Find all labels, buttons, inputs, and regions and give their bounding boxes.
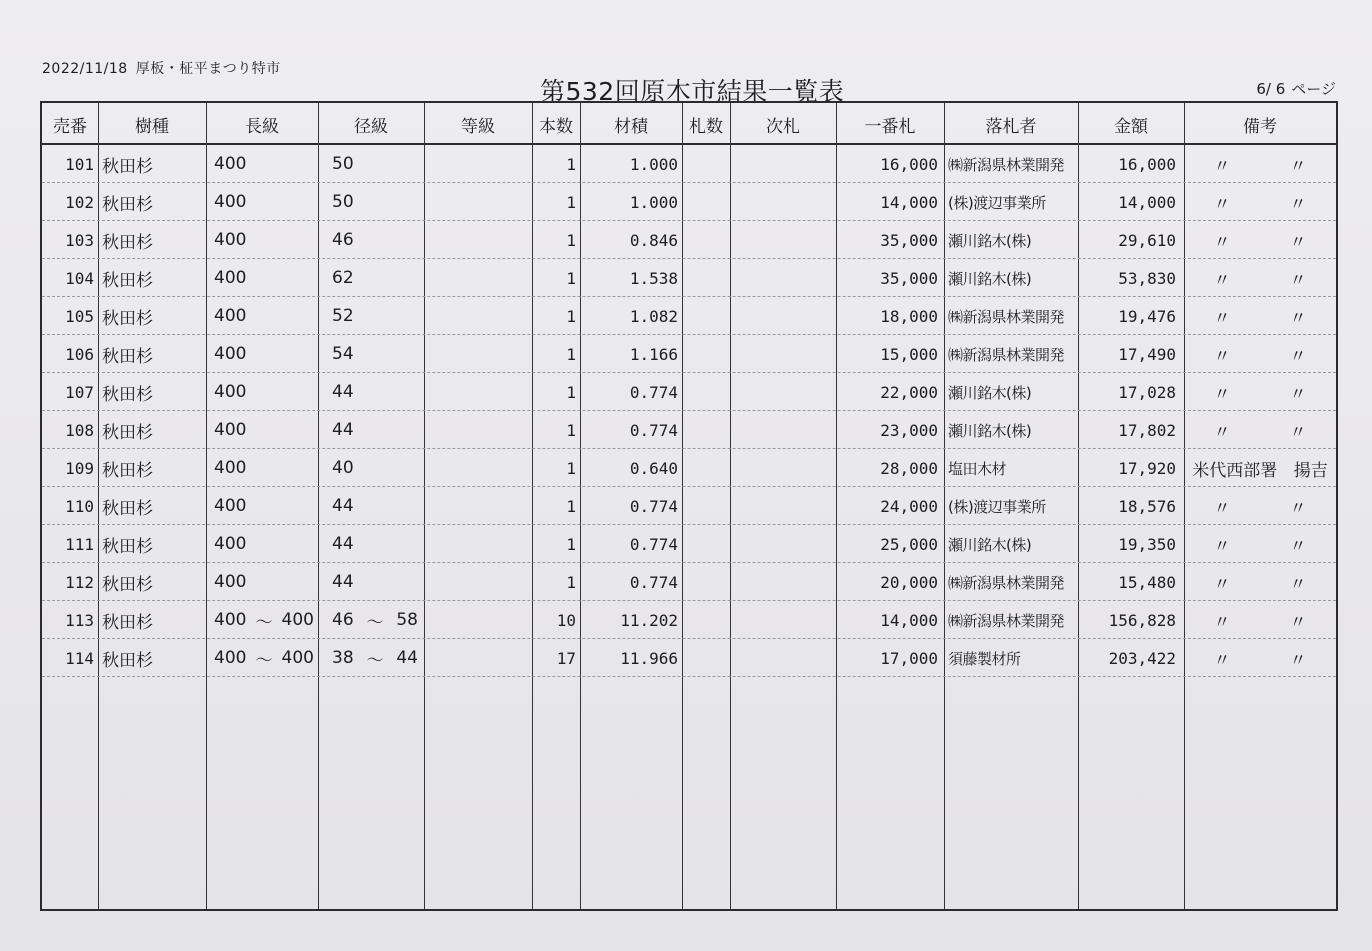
cell-rakusatsusha: 須藤製材所 <box>948 649 1021 668</box>
cell-uriban: 103 <box>65 230 94 250</box>
cell-biko <box>1184 563 1336 601</box>
cell-ichibansatsu: 28,000 <box>880 458 938 478</box>
table-row <box>42 259 1336 297</box>
cell-uriban: 106 <box>65 344 94 364</box>
diameter-min: 44 <box>332 382 354 402</box>
cell-zaiseki: 1.000 <box>629 192 678 212</box>
cell-honsu: 17 <box>556 648 576 668</box>
note-b: 〃 <box>1289 422 1307 443</box>
col-header-keikyu: 径級 <box>354 116 388 137</box>
cell-honsu: 1 <box>566 268 576 288</box>
cell-ichibansatsu: 23,000 <box>880 420 938 440</box>
cell-keikyu <box>332 259 418 297</box>
cell-biko <box>1184 411 1336 449</box>
cell-kingaku: 18,576 <box>1118 496 1176 516</box>
col-header-zaiseki: 材積 <box>614 116 648 137</box>
col-header-chokyu: 長級 <box>245 116 279 137</box>
cell-rakusatsusha: (株)渡辺事業所 <box>948 497 1046 516</box>
cell-biko <box>1184 601 1336 639</box>
col-header-honsu: 本数 <box>539 116 573 137</box>
table-row <box>42 373 1336 411</box>
length-min: 400 <box>214 154 247 174</box>
diameter-max: 44 <box>396 648 418 668</box>
cell-keikyu <box>332 373 418 411</box>
note-a: 〃 <box>1213 308 1231 329</box>
note-b: 〃 <box>1289 498 1307 519</box>
page-suffix: ページ <box>1291 80 1336 98</box>
results-table <box>40 101 1338 911</box>
range-separator: ～ <box>366 612 384 633</box>
cell-rakusatsusha: 瀬川銘木(株) <box>948 231 1032 250</box>
cell-zaiseki: 1.538 <box>629 268 678 288</box>
table-row <box>42 601 1336 639</box>
table-row <box>42 297 1336 335</box>
cell-jushu: 秋田杉 <box>102 574 153 595</box>
cell-biko <box>1184 449 1336 487</box>
cell-chokyu <box>214 221 314 259</box>
cell-zaiseki: 1.082 <box>629 306 678 326</box>
length-min: 400 <box>214 306 247 326</box>
cell-zaiseki: 0.640 <box>629 458 678 478</box>
cell-ichibansatsu: 20,000 <box>880 572 938 592</box>
cell-keikyu <box>332 335 418 373</box>
cell-uriban: 101 <box>65 154 94 174</box>
note-a: 〃 <box>1213 650 1231 671</box>
cell-uriban: 105 <box>65 306 94 326</box>
table-header-row <box>42 103 1336 145</box>
note-b: 〃 <box>1289 384 1307 405</box>
cell-biko <box>1184 373 1336 411</box>
diameter-min: 54 <box>332 344 354 364</box>
cell-biko <box>1184 639 1336 677</box>
cell-keikyu <box>332 487 418 525</box>
cell-keikyu <box>332 449 418 487</box>
cell-honsu: 1 <box>566 192 576 212</box>
cell-jushu: 秋田杉 <box>102 270 153 291</box>
cell-jushu: 秋田杉 <box>102 498 153 519</box>
note-a: 〃 <box>1213 422 1231 443</box>
cell-rakusatsusha: ㈱新潟県林業開発 <box>948 573 1065 592</box>
length-min: 400 <box>214 268 247 288</box>
cell-rakusatsusha: 瀬川銘木(株) <box>948 421 1032 440</box>
page-indicator <box>1256 78 1336 99</box>
cell-zaiseki: 11.202 <box>620 610 678 630</box>
cell-chokyu <box>214 563 314 601</box>
cell-keikyu <box>332 221 418 259</box>
cell-rakusatsusha: 塩田木材 <box>948 459 1007 478</box>
cell-ichibansatsu: 14,000 <box>880 610 938 630</box>
length-max: 400 <box>281 610 314 630</box>
col-header-fudasu: 札数 <box>689 116 723 137</box>
table-row <box>42 449 1336 487</box>
note-b: 〃 <box>1289 574 1307 595</box>
diameter-min: 40 <box>332 458 354 478</box>
table-row <box>42 183 1336 221</box>
cell-kingaku: 17,490 <box>1118 344 1176 364</box>
cell-jushu: 秋田杉 <box>102 346 153 367</box>
length-min: 400 <box>214 534 247 554</box>
cell-keikyu <box>332 145 418 183</box>
cell-jushu: 秋田杉 <box>102 232 153 253</box>
note-a: 〃 <box>1213 156 1231 177</box>
cell-biko <box>1184 335 1336 373</box>
cell-uriban: 110 <box>65 496 94 516</box>
range-separator: ～ <box>255 650 273 671</box>
cell-keikyu <box>332 525 418 563</box>
cell-biko <box>1184 183 1336 221</box>
cell-keikyu <box>332 563 418 601</box>
cell-jushu: 秋田杉 <box>102 308 153 329</box>
cell-kingaku: 19,476 <box>1118 306 1176 326</box>
diameter-min: 62 <box>332 268 354 288</box>
cell-biko <box>1184 259 1336 297</box>
cell-chokyu <box>214 487 314 525</box>
cell-kingaku: 17,802 <box>1118 420 1176 440</box>
cell-chokyu <box>214 525 314 563</box>
cell-rakusatsusha: 瀬川銘木(株) <box>948 383 1032 402</box>
cell-uriban: 102 <box>65 192 94 212</box>
cell-chokyu <box>214 601 314 639</box>
note-a: 〃 <box>1213 346 1231 367</box>
cell-keikyu <box>332 183 418 221</box>
table-row <box>42 525 1336 563</box>
cell-honsu: 1 <box>566 572 576 592</box>
cell-biko <box>1184 525 1336 563</box>
cell-rakusatsusha: ㈱新潟県林業開発 <box>948 611 1065 630</box>
range-separator: ～ <box>255 612 273 633</box>
document-title: 第532回原木市結果一覧表 <box>540 77 845 106</box>
cell-keikyu <box>332 639 418 677</box>
cell-jushu: 秋田杉 <box>102 422 153 443</box>
diameter-min: 50 <box>332 192 354 212</box>
cell-kingaku: 17,920 <box>1118 458 1176 478</box>
table-row <box>42 411 1336 449</box>
length-min: 400 <box>214 420 247 440</box>
cell-kingaku: 17,028 <box>1118 382 1176 402</box>
cell-chokyu <box>214 373 314 411</box>
cell-kingaku: 156,828 <box>1108 610 1176 630</box>
diameter-min: 52 <box>332 306 354 326</box>
length-min: 400 <box>214 610 247 630</box>
cell-honsu: 1 <box>566 230 576 250</box>
cell-ichibansatsu: 15,000 <box>880 344 938 364</box>
note-b: 揚吉 <box>1293 460 1328 481</box>
cell-kingaku: 14,000 <box>1118 192 1176 212</box>
col-header-kingaku: 金額 <box>1114 116 1148 137</box>
cell-keikyu <box>332 601 418 639</box>
cell-ichibansatsu: 22,000 <box>880 382 938 402</box>
cell-zaiseki: 0.774 <box>629 572 678 592</box>
cell-kingaku: 53,830 <box>1118 268 1176 288</box>
col-header-tokyu: 等級 <box>461 116 495 137</box>
note-a: 〃 <box>1213 612 1231 633</box>
table-row <box>42 221 1336 259</box>
cell-rakusatsusha: ㈱新潟県林業開発 <box>948 155 1065 174</box>
diameter-min: 44 <box>332 420 354 440</box>
table-row <box>42 639 1336 677</box>
cell-ichibansatsu: 35,000 <box>880 230 938 250</box>
cell-zaiseki: 1.000 <box>629 154 678 174</box>
table-row <box>42 563 1336 601</box>
cell-ichibansatsu: 35,000 <box>880 268 938 288</box>
note-b: 〃 <box>1289 194 1307 215</box>
cell-ichibansatsu: 24,000 <box>880 496 938 516</box>
event-name: 厚板・柾平まつり特市 <box>135 61 281 77</box>
cell-chokyu <box>214 145 314 183</box>
cell-biko <box>1184 487 1336 525</box>
cell-chokyu <box>214 449 314 487</box>
cell-kingaku: 19,350 <box>1118 534 1176 554</box>
diameter-min: 46 <box>332 230 354 250</box>
cell-jushu: 秋田杉 <box>102 194 153 215</box>
note-a: 〃 <box>1213 574 1231 595</box>
col-header-uriban: 売番 <box>53 116 87 137</box>
page-fraction: 6/ 6 <box>1256 80 1286 98</box>
note-b: 〃 <box>1289 308 1307 329</box>
cell-zaiseki: 1.166 <box>629 344 678 364</box>
col-header-jisatsu: 次札 <box>766 116 800 137</box>
note-b: 〃 <box>1289 346 1307 367</box>
cell-honsu: 1 <box>566 458 576 478</box>
cell-zaiseki: 0.774 <box>629 534 678 554</box>
length-min: 400 <box>214 230 247 250</box>
cell-zaiseki: 11.966 <box>620 648 678 668</box>
table-row <box>42 487 1336 525</box>
table-row <box>42 335 1336 373</box>
note-b: 〃 <box>1289 650 1307 671</box>
note-a: 〃 <box>1213 384 1231 405</box>
cell-chokyu <box>214 259 314 297</box>
cell-uriban: 109 <box>65 458 94 478</box>
cell-biko <box>1184 297 1336 335</box>
col-header-biko: 備考 <box>1243 116 1277 137</box>
cell-chokyu <box>214 335 314 373</box>
range-separator: ～ <box>366 650 384 671</box>
date-line <box>42 58 281 78</box>
note-a: 米代西部署 <box>1192 460 1278 481</box>
diameter-min: 50 <box>332 154 354 174</box>
cell-uriban: 107 <box>65 382 94 402</box>
cell-jushu: 秋田杉 <box>102 536 153 557</box>
note-b: 〃 <box>1289 536 1307 557</box>
cell-keikyu <box>332 297 418 335</box>
cell-zaiseki: 0.846 <box>629 230 678 250</box>
cell-biko <box>1184 145 1336 183</box>
cell-chokyu <box>214 297 314 335</box>
diameter-min: 38 <box>332 648 354 668</box>
cell-jushu: 秋田杉 <box>102 650 153 671</box>
cell-rakusatsusha: (株)渡辺事業所 <box>948 193 1046 212</box>
col-header-rakusatsusha: 落札者 <box>985 116 1037 137</box>
note-b: 〃 <box>1289 270 1307 291</box>
cell-kingaku: 15,480 <box>1118 572 1176 592</box>
cell-chokyu <box>214 183 314 221</box>
diameter-min: 44 <box>332 572 354 592</box>
length-min: 400 <box>214 458 247 478</box>
cell-jushu: 秋田杉 <box>102 460 153 481</box>
cell-uriban: 108 <box>65 420 94 440</box>
cell-jushu: 秋田杉 <box>102 156 153 177</box>
cell-honsu: 1 <box>566 154 576 174</box>
cell-uriban: 104 <box>65 268 94 288</box>
cell-honsu: 10 <box>556 610 576 630</box>
cell-ichibansatsu: 16,000 <box>880 154 938 174</box>
cell-biko <box>1184 221 1336 259</box>
length-min: 400 <box>214 572 247 592</box>
note-a: 〃 <box>1213 194 1231 215</box>
note-b: 〃 <box>1289 612 1307 633</box>
length-min: 400 <box>214 496 247 516</box>
note-a: 〃 <box>1213 270 1231 291</box>
cell-uriban: 113 <box>65 610 94 630</box>
cell-keikyu <box>332 411 418 449</box>
length-min: 400 <box>214 344 247 364</box>
cell-ichibansatsu: 14,000 <box>880 192 938 212</box>
cell-honsu: 1 <box>566 382 576 402</box>
diameter-min: 44 <box>332 534 354 554</box>
note-a: 〃 <box>1213 498 1231 519</box>
cell-rakusatsusha: ㈱新潟県林業開発 <box>948 307 1065 326</box>
cell-uriban: 112 <box>65 572 94 592</box>
length-min: 400 <box>214 648 247 668</box>
cell-ichibansatsu: 25,000 <box>880 534 938 554</box>
cell-uriban: 114 <box>65 648 94 668</box>
cell-honsu: 1 <box>566 344 576 364</box>
diameter-max: 58 <box>396 610 418 630</box>
note-a: 〃 <box>1213 232 1231 253</box>
cell-jushu: 秋田杉 <box>102 384 153 405</box>
cell-rakusatsusha: 瀬川銘木(株) <box>948 535 1032 554</box>
cell-honsu: 1 <box>566 306 576 326</box>
cell-chokyu <box>214 411 314 449</box>
cell-zaiseki: 0.774 <box>629 496 678 516</box>
cell-kingaku: 29,610 <box>1118 230 1176 250</box>
cell-rakusatsusha: 瀬川銘木(株) <box>948 269 1032 288</box>
cell-rakusatsusha: ㈱新潟県林業開発 <box>948 345 1065 364</box>
note-b: 〃 <box>1289 232 1307 253</box>
length-min: 400 <box>214 382 247 402</box>
diameter-min: 44 <box>332 496 354 516</box>
col-header-ichibansatsu: 一番札 <box>864 116 916 137</box>
col-header-jushu: 樹種 <box>135 116 169 137</box>
length-min: 400 <box>214 192 247 212</box>
cell-zaiseki: 0.774 <box>629 420 678 440</box>
cell-honsu: 1 <box>566 496 576 516</box>
print-date: 2022/11/18 <box>42 61 128 77</box>
cell-ichibansatsu: 17,000 <box>880 648 938 668</box>
cell-zaiseki: 0.774 <box>629 382 678 402</box>
diameter-min: 46 <box>332 610 354 630</box>
note-b: 〃 <box>1289 156 1307 177</box>
cell-kingaku: 16,000 <box>1118 154 1176 174</box>
cell-honsu: 1 <box>566 534 576 554</box>
cell-honsu: 1 <box>566 420 576 440</box>
cell-kingaku: 203,422 <box>1108 648 1176 668</box>
cell-uriban: 111 <box>65 534 94 554</box>
cell-ichibansatsu: 18,000 <box>880 306 938 326</box>
cell-chokyu <box>214 639 314 677</box>
note-a: 〃 <box>1213 536 1231 557</box>
cell-jushu: 秋田杉 <box>102 612 153 633</box>
length-max: 400 <box>281 648 314 668</box>
table-row <box>42 145 1336 183</box>
